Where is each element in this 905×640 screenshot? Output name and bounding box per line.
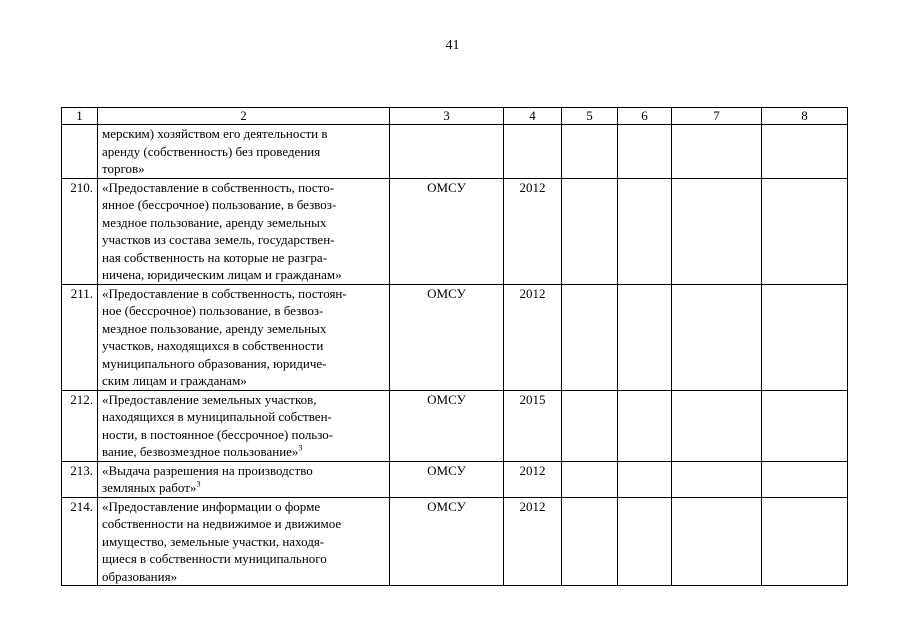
- empty-cell: [762, 125, 848, 179]
- empty-cell: [672, 461, 762, 497]
- description-line: [102, 285, 386, 303]
- empty-cell: [618, 178, 672, 284]
- description-text: участков из состава земель, государствен-: [102, 232, 335, 247]
- description-text: ничена, юридическим лицам и гражданам»: [102, 267, 342, 282]
- description-line: [102, 266, 386, 284]
- year-cell: [504, 125, 562, 179]
- description-text: мездное пользование, аренду земельных: [102, 214, 327, 230]
- table-body: [62, 108, 848, 586]
- empty-cell: [562, 178, 618, 284]
- description-line: [102, 355, 386, 373]
- row-number: 214.: [62, 497, 98, 586]
- description-text: ским лицам и гражданам»: [102, 373, 247, 388]
- description-text: ное (бессрочное) пользование, в безвоз-: [102, 303, 324, 318]
- table-row: [62, 497, 848, 586]
- description-line: [102, 479, 386, 497]
- description-line: [102, 498, 386, 516]
- description-text: участков, находящихся в собственности: [102, 338, 324, 353]
- description-line: [102, 408, 386, 426]
- footnote-marker: 3: [196, 479, 201, 489]
- empty-cell: [618, 461, 672, 497]
- year-cell: 2012: [504, 461, 562, 497]
- empty-cell: [562, 390, 618, 461]
- row-number: 211.: [62, 284, 98, 390]
- description-line: [102, 196, 386, 214]
- description-text: «Предоставление в собственность, посто-: [102, 179, 335, 195]
- year-cell: 2012: [504, 497, 562, 586]
- description-text: вание, безвозмездное пользование»: [102, 444, 299, 459]
- description-line: [102, 214, 386, 232]
- responsible-organ: ОМСУ: [390, 178, 504, 284]
- row-number: [62, 125, 98, 179]
- service-description: [98, 284, 390, 390]
- table-row: [62, 178, 848, 284]
- description-line: [102, 426, 386, 444]
- table-row: [62, 461, 848, 497]
- description-text: имущество, земельные участки, находя-: [102, 533, 325, 549]
- column-header: 1: [62, 108, 98, 125]
- continuation-row: [62, 125, 848, 179]
- description-line: [102, 568, 386, 586]
- empty-cell: [562, 284, 618, 390]
- description-text: муниципального образования, юридиче-: [102, 355, 327, 371]
- empty-cell: [672, 178, 762, 284]
- year-cell: 2012: [504, 178, 562, 284]
- empty-cell: [672, 390, 762, 461]
- footnote-marker: 3: [298, 443, 303, 453]
- empty-cell: [618, 390, 672, 461]
- service-description: [98, 390, 390, 461]
- row-number: 210.: [62, 178, 98, 284]
- description-line: [102, 515, 386, 533]
- responsible-organ: [390, 125, 504, 179]
- services-table: [61, 107, 848, 586]
- empty-cell: [562, 461, 618, 497]
- service-description: [98, 497, 390, 586]
- description-line: [102, 443, 386, 461]
- responsible-organ: ОМСУ: [390, 461, 504, 497]
- empty-cell: [618, 125, 672, 179]
- column-header: 5: [562, 108, 618, 125]
- row-number: 213.: [62, 461, 98, 497]
- description-line: [102, 249, 386, 267]
- description-text: собственности на недвижимое и движимое: [102, 516, 342, 531]
- column-header: 7: [672, 108, 762, 125]
- description-line: [102, 337, 386, 355]
- description-text: земляных работ»: [102, 480, 197, 495]
- empty-cell: [762, 390, 848, 461]
- description-line: мерским) хозяйством его деятельности в: [102, 126, 328, 141]
- empty-cell: [562, 497, 618, 586]
- empty-cell: [672, 125, 762, 179]
- description-line: [102, 372, 386, 390]
- column-header: 3: [390, 108, 504, 125]
- responsible-organ: ОМСУ: [390, 497, 504, 586]
- column-header-row: [62, 108, 848, 125]
- empty-cell: [762, 178, 848, 284]
- empty-cell: [672, 284, 762, 390]
- description-line: [102, 179, 386, 197]
- responsible-organ: ОМСУ: [390, 390, 504, 461]
- description-line: [102, 533, 386, 551]
- column-header: 2: [98, 108, 390, 125]
- description-line: [102, 550, 386, 568]
- empty-cell: [762, 497, 848, 586]
- description-text: «Предоставление земельных участков,: [102, 391, 317, 407]
- description-text: мездное пользование, аренду земельных: [102, 320, 327, 336]
- description-line: [102, 231, 386, 249]
- description-text: образования»: [102, 568, 178, 584]
- row-number: 212.: [62, 390, 98, 461]
- empty-cell: [562, 125, 618, 179]
- column-header: 4: [504, 108, 562, 125]
- description-line: [102, 302, 386, 320]
- service-description: [98, 178, 390, 284]
- responsible-organ: ОМСУ: [390, 284, 504, 390]
- description-text: находящихся в муниципальной собствен-: [102, 409, 332, 424]
- description-text: щиеся в собственности муниципального: [102, 551, 327, 566]
- page-number: 41: [445, 38, 460, 53]
- description-text: ности, в постоянное (бессрочное) пользо-: [102, 426, 334, 442]
- year-cell: 2015: [504, 390, 562, 461]
- description-line: торгов»: [102, 161, 145, 176]
- empty-cell: [762, 461, 848, 497]
- empty-cell: [762, 284, 848, 390]
- description-text: ная собственность на которые не разгра-: [102, 249, 328, 265]
- service-description: [98, 125, 390, 179]
- column-header: 8: [762, 108, 848, 125]
- description-text: «Выдача разрешения на производство: [102, 462, 313, 478]
- table-row: [62, 390, 848, 461]
- column-header: 6: [618, 108, 672, 125]
- empty-cell: [672, 497, 762, 586]
- year-cell: 2012: [504, 284, 562, 390]
- description-text: янное (бессрочное) пользование, в безвоз-: [102, 197, 337, 212]
- description-text: «Предоставление информации о форме: [102, 498, 321, 514]
- description-line: [102, 462, 386, 480]
- empty-cell: [618, 497, 672, 586]
- description-line: [102, 391, 386, 409]
- description-line: [102, 320, 386, 338]
- service-description: [98, 461, 390, 497]
- table-row: [62, 284, 848, 390]
- description-line: аренду (собственность) без проведения: [102, 143, 321, 159]
- empty-cell: [618, 284, 672, 390]
- description-text: «Предоставление в собственность, постоян-: [102, 285, 347, 301]
